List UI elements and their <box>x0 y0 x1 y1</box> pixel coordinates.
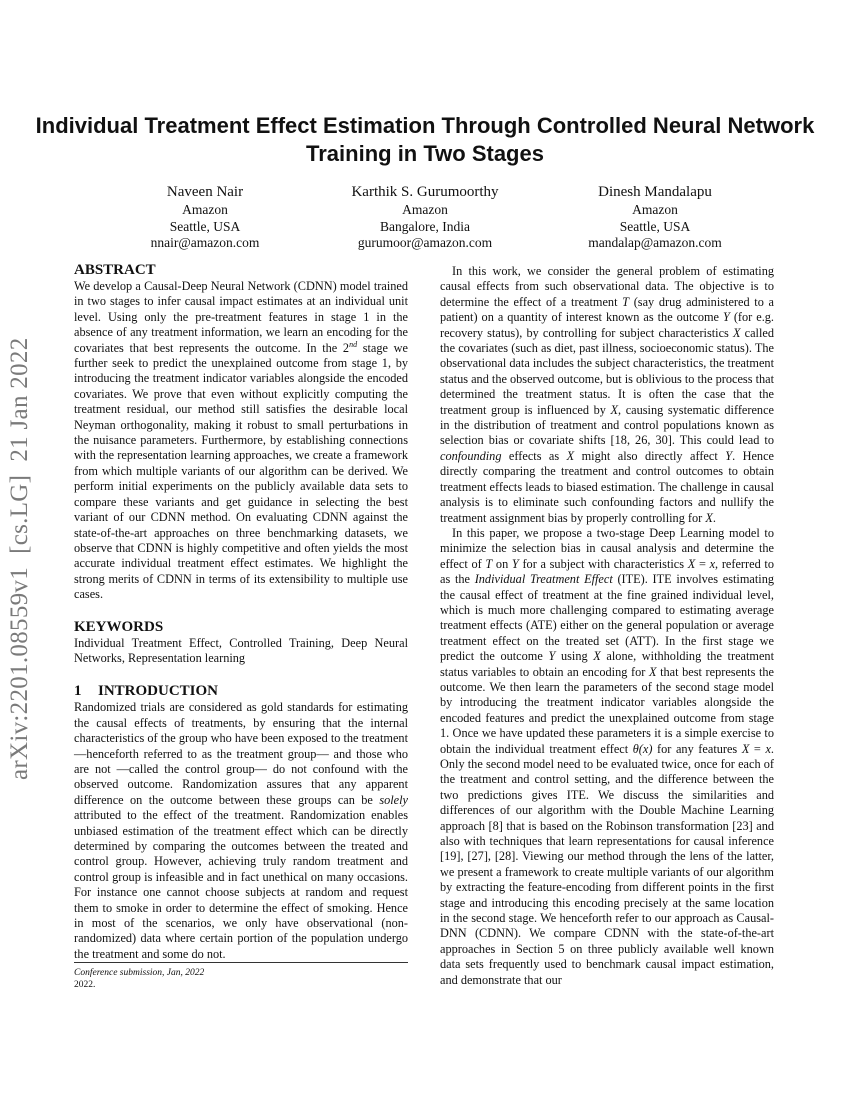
emphasized-text: T <box>485 556 493 571</box>
emphasized-text: Y <box>511 556 519 571</box>
author-org: Amazon <box>402 202 448 217</box>
footnote-year: 2022. <box>74 980 96 990</box>
author-org: Amazon <box>632 202 678 217</box>
text-run: We develop a Causal-Deep Neural Network (CDNN) model trained in two stages to infer causal impact estimates at an individual unit level. Using only the pre-treatment features in stage 1 in the absence of any treatment information, we learn an encoding for the covariates that best represents the outcome. In the 2 <box>74 279 408 355</box>
superscript: nd <box>349 339 358 349</box>
emphasized-text: Y <box>722 310 730 325</box>
intro-paragraph <box>440 526 774 988</box>
emphasized-text: X <box>566 448 575 463</box>
author-org: Amazon <box>182 202 228 217</box>
text-run: stage we further seek to predict the unexplained outcome from stage 1, by introducing the treatment indicator variables alongside the encoded covariates. We prove that even without explicitly computing the treatment residual, our method still satisfies the desirable local Neyman orthogonality, making it robust to small perturbations in the nuisance parameters. Furthermore, by establishing connections with the representation learning approaches, we create a framework from which multiple variants of our algorithm can be derived. We perform initial experiments on the publicly available data sets to compare these variants and get guidance in selecting the best variant of our CDNN method. On evaluating CDNN against the state-of-the-art approaches on three benchmarking datasets, we observe that CDNN is highly competitive and often yields the most accurate individual treatment effect estimates. We highlight the strong merits of CDNN in terms of its extensibility to multiple use cases. <box>74 340 408 602</box>
author-block <box>545 183 765 252</box>
intro-paragraph <box>74 700 408 962</box>
intro-paragraph <box>440 264 774 526</box>
emphasized-text: confounding <box>440 448 502 463</box>
keywords-heading: KEYWORDS <box>74 618 164 635</box>
footnote <box>74 967 204 991</box>
text-run: alone, withholding the treatment status variables to obtain an encoding for <box>440 649 774 679</box>
section-title: INTRODUCTION <box>98 683 219 700</box>
text-run: (say drug administered to a patient) on a quantity of interest known as the outcome <box>440 294 774 325</box>
emphasized-text: Y <box>725 448 733 463</box>
emphasized-text: X <box>705 510 713 525</box>
emphasized-text: X <box>741 741 750 756</box>
emphasized-text: X <box>687 556 696 571</box>
author-block <box>95 183 315 252</box>
author-name: Dinesh Mandalapu <box>598 184 712 200</box>
emphasized-text: X <box>648 664 657 679</box>
text-run: that best represents the outcome. We then learn the parameters of the second stage model by introducing the treatment indicator variables alongside the encoded features and predict the unexplained outcome from stage 1. Once we have updated these parameters it is a simple exercise to obtain the individual treatment effect <box>440 664 775 756</box>
text-run: might also directly affect <box>574 448 726 463</box>
text-run: . <box>712 510 716 525</box>
text-run: attributed to the effect of the treatment. Randomization enables unbiased estimation of the treatment effect which can be directly determined by comparing the outcomes between the treated and control group. However, achieving truly random treatment and control group is infeasible and in fact unethical on many occasions. For instance one cannot choose subjects at random and request them to smoke in order to determine the effect of smoking. Hence in most of the scenarios, we only have observational (non-randomized) data where certain portion of the population undergo the treatment and some do not. <box>74 808 408 961</box>
abstract-heading: ABSTRACT <box>74 262 156 278</box>
text-run: , referred to as the <box>440 556 774 587</box>
section-number: 1 <box>74 683 82 700</box>
author-email[interactable]: gurumoor@amazon.com <box>357 235 493 250</box>
author-name: Karthik S. Gurumoorthy <box>351 184 499 200</box>
emphasized-text: X <box>610 402 619 417</box>
introduction-heading <box>74 682 408 700</box>
emphasized-text: θ(x) <box>632 741 653 756</box>
right-column <box>440 264 774 988</box>
arxiv-sidebar-stamp: arXiv:2201.08559v1 [cs.LG] 21 Jan 2022 <box>6 337 33 780</box>
emphasized-text: solely <box>379 792 408 807</box>
keywords-text: Individual Treatment Effect, Controlled Training, Deep Neural Networks, Representation learning <box>74 635 408 665</box>
left-column <box>74 261 408 962</box>
footnote-divider <box>74 962 408 963</box>
author-location: Seattle, USA <box>619 218 691 234</box>
text-run: (ITE). ITE involves estimating the causal effect of treatment at the fine grained individual level, which is much more challenging compared to estimating average treatment effects (ATE) either on the general population or average treatment effect on the treated set (ATT). In the first stage we predict the outcome <box>440 572 774 664</box>
text-run: = <box>749 741 766 756</box>
text-run: for any features <box>652 741 742 756</box>
paper-title: Individual Treatment Effect Estimation Through Controlled Neural Network Training in Two Stages <box>35 113 815 166</box>
author-location: Seattle, USA <box>169 218 241 234</box>
emphasized-text: Individual Treatment Effect <box>474 572 613 587</box>
text-run: on <box>492 556 512 571</box>
author-block <box>315 183 535 252</box>
text-run: using <box>555 649 594 664</box>
emphasized-text: x <box>765 741 771 756</box>
text-run: In this work, we consider the general problem of estimating causal effects from such observational data. The objective is to determine the effect of a treatment <box>440 264 774 309</box>
footnote-venue: Conference submission, Jan, 2022 <box>74 968 205 978</box>
text-run: for a subject with characteristics <box>518 556 688 571</box>
author-location: Bangalore, India <box>380 218 470 234</box>
text-run: , causing systematic difference in the distribution of treatment and control populations known as selection bias or covariate shifts [18, 26, 30]. This could lead to <box>440 402 774 448</box>
text-run: (for e.g. recovery status), by controlling for subject characteristics <box>440 310 774 340</box>
emphasized-text: X <box>593 649 601 664</box>
emphasized-text: Y <box>548 649 556 664</box>
text-run: effects as <box>501 448 567 463</box>
emphasized-text: x <box>709 556 716 571</box>
emphasized-text: X <box>732 325 741 340</box>
author-email[interactable]: mandalap@amazon.com <box>588 235 722 250</box>
text-run: = <box>695 556 710 571</box>
text-run: In this paper, we propose a two-stage Deep Learning model to minimize the selection bias in causal analysis and determine the effect of <box>440 525 774 571</box>
text-run: called the covariates (such as diet, past illness, socioeconomic status). The observational data includes the subject characteristics, the treatment status and the observed outcome, but is oblivious to the process that determined the treatment status. It is often the case that the treatment group is influenced by <box>440 325 775 417</box>
text-run: . Only the second model need to be evaluated twice, once for each of the treatment and control setting, and the difference between the two predictions gives ITE. We discuss the similarities and differences of our algorithm with the Double Machine Learning approach [8] that is based on the Robinson transformation [23] and also with techniques that learn representations for causal inference [19], [27], [28]. Viewing our method through the lens of the latter, we present a framework to create multiple variants of our algorithm by extracting the feature-encoding from different points in the first stage and introducing this encoding precisely at the same location in the second stage. We henceforth refer to our approach as Causal-DNN (CDNN). We compare CDNN with the state-of-the-art approaches in Section 5 on three publicly available well known data sets frequently used to benchmark causal impact estimation, and demonstrate that our <box>440 741 774 987</box>
text-run: Randomized trials are considered as gold standards for estimating the causal effects of treatments, by ensuring that the internal characteristics of the group who have been exposed to the treatment —henceforth referred to as the treatment group— and those who are not —called the control group— do not confound with the observed outcome. Randomization assures that any apparent difference on the outcome between these groups can be <box>74 700 408 807</box>
text-run: . Hence directly comparing the treatment and control outcomes to obtain treatment effects leads to biased estimation. The challenge in causal analysis is to eliminate such confounding factors and nullify the treatment assignment bias by properly controlling for <box>440 448 774 525</box>
abstract-text <box>74 279 408 603</box>
author-email[interactable]: nnair@amazon.com <box>150 235 260 250</box>
emphasized-text: T <box>622 294 630 309</box>
author-name: Naveen Nair <box>166 184 244 200</box>
